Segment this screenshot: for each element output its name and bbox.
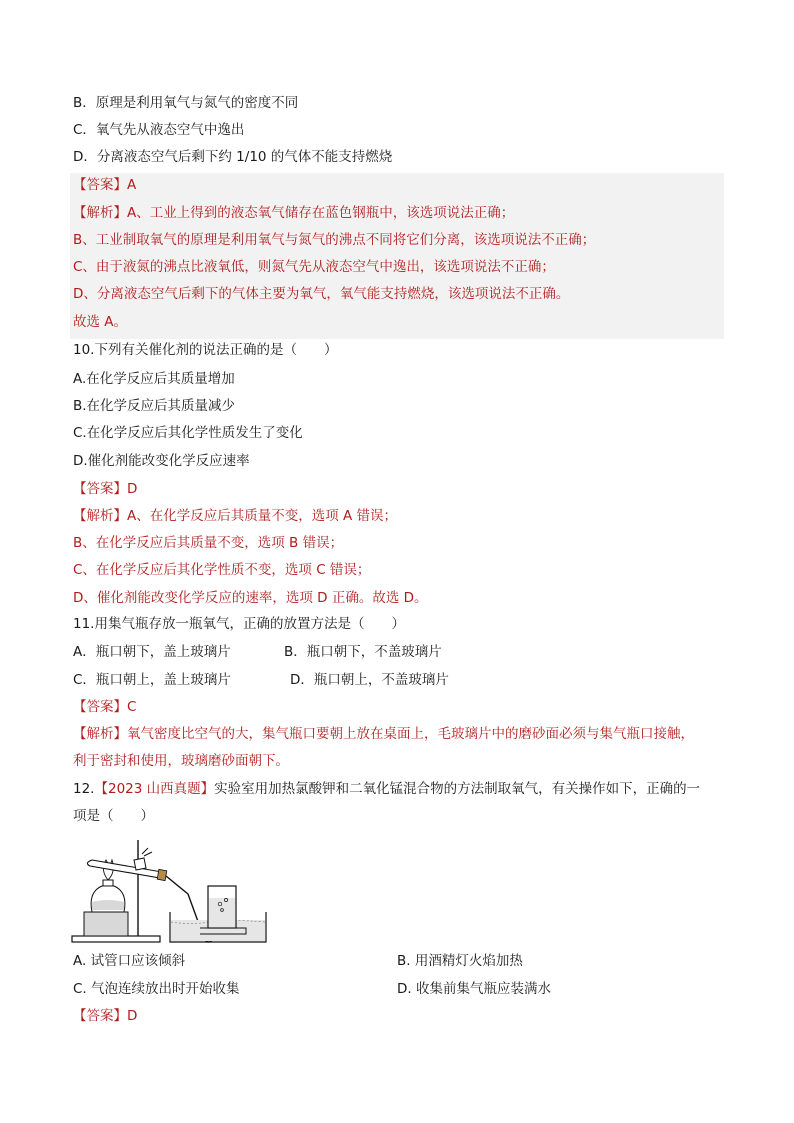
q12-option-c: C. 气泡连续放出时开始收集 — [73, 981, 240, 997]
q9-option-c: C．氧气先从液态空气中逸出 — [73, 122, 245, 138]
answer-value: A — [127, 177, 137, 193]
q9-answer-line — [73, 175, 136, 195]
q9-answer-box — [70, 173, 724, 339]
q10-analysis-line-4: D、催化剂能改变化学反应的速率，选项 D 正确。故选 D。 — [73, 590, 428, 606]
q10-analysis-line-2: B、在化学反应后其质量不变，选项 B 错误； — [73, 535, 344, 551]
q9-analysis-line-3: C、由于液氮的沸点比液氧低，则氮气先从液态空气中逸出，该选项说法不正确； — [73, 259, 555, 275]
analysis-tag: 【解析】 — [73, 508, 127, 524]
q11-analysis-line-2: 利于密封和使用，玻璃磨砂面朝下。 — [73, 753, 289, 769]
q12-apparatus-diagram — [70, 830, 270, 948]
answer-value: D — [127, 1008, 138, 1024]
answer-tag: 【答案】 — [73, 1008, 127, 1024]
q9-option-b: B．原理是利用氧气与氮气的密度不同 — [73, 95, 299, 111]
q11-option-b: B．瓶口朝下，不盖玻璃片 — [284, 644, 442, 660]
answer-tag: 【答案】 — [73, 699, 127, 715]
q11-stem: 11.用集气瓶存放一瓶氧气，正确的放置方法是（ ） — [73, 616, 405, 632]
answer-tag: 【答案】 — [73, 481, 127, 497]
q12-stem-line-2: 项是（ ） — [73, 808, 154, 824]
q11-analysis-line-1: 【解析】氧气密度比空气的大，集气瓶口要朝上放在桌面上，毛玻璃片中的磨砂面必须与集气瓶口接触， — [73, 726, 694, 742]
q10-option-d: D.催化剂能改变化学反应速率 — [73, 453, 250, 469]
q9-analysis-line-4: D、分离液态空气后剩下的气体主要为氧气，氧气能支持燃烧，该选项说法不正确。 — [73, 286, 570, 302]
answer-tag: 【答案】 — [73, 177, 127, 193]
q12-stem-line-1: 12.【2023 山西真题】实验室用加热氯酸钾和二氧化锰混合物的方法制取氧气，有关操作如下，正确的一 — [73, 781, 701, 797]
analysis-tag: 【解析】 — [73, 726, 127, 742]
q11-option-d: D．瓶口朝上，不盖玻璃片 — [290, 672, 449, 688]
answer-value: C — [127, 699, 137, 715]
answer-value: D — [127, 481, 138, 497]
q10-option-a: A.在化学反应后其质量增加 — [73, 371, 235, 387]
q10-analysis-line-3: C、在化学反应后其化学性质不变，选项 C 错误； — [73, 562, 371, 578]
q9-option-d: D．分离液态空气后剩下约 1/10 的气体不能支持燃烧 — [73, 149, 393, 165]
q10-stem: 10.下列有关催化剂的说法正确的是（ ） — [73, 342, 338, 358]
q10-answer-line — [73, 479, 137, 499]
q12-answer-line — [73, 1006, 137, 1026]
q12-option-d: D. 收集前集气瓶应装满水 — [397, 981, 551, 997]
q10-analysis-line-1: 【解析】A、在化学反应后其质量不变，选项 A 错误； — [73, 508, 398, 524]
q12-option-b: B. 用酒精灯火焰加热 — [397, 953, 523, 969]
q11-option-a: A．瓶口朝下，盖上玻璃片 — [73, 644, 231, 660]
q10-option-c: C.在化学反应后其化学性质发生了变化 — [73, 425, 303, 441]
q11-answer-line — [73, 697, 136, 717]
q9-analysis-line-1: 【解析】A、工业上得到的液态氧气储存在蓝色钢瓶中，该选项说法正确； — [73, 205, 515, 221]
q12-option-a: A. 试管口应该倾斜 — [73, 953, 186, 969]
q10-option-b: B.在化学反应后其质量减少 — [73, 398, 236, 414]
analysis-tag: 【解析】 — [73, 205, 127, 221]
q9-analysis-line-2: B、工业制取氧气的原理是利用氧气与氮气的沸点不同将它们分离，该选项说法不正确； — [73, 232, 596, 248]
q11-option-c: C．瓶口朝上，盖上玻璃片 — [73, 672, 231, 688]
q12-source-tag: 【2023 山西真题】 — [94, 781, 215, 797]
q9-analysis-line-5: 故选 A。 — [73, 314, 128, 330]
